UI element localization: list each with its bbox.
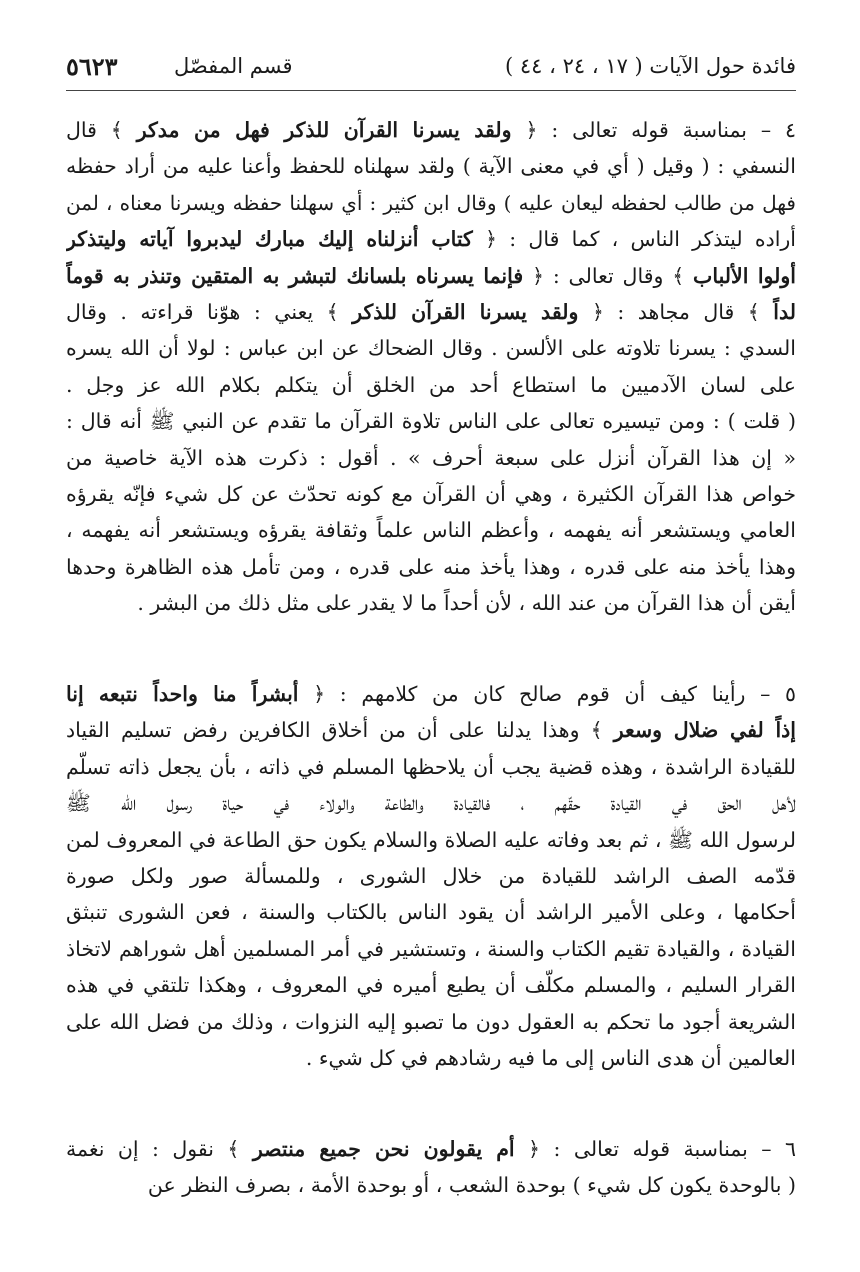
body-text: ( قلت ) : ومن تيسيره تعالى على الناس تلاوة القرآن ما تقدم عن النبي ﷺ أنه قال : (66, 409, 796, 434)
quran-verse-text: ولقد يسرنا القرآن للذكر (352, 299, 579, 324)
text-line (66, 148, 796, 184)
body-text: ٥ – رأينا كيف أن قوم صالح كان من كلامهم : ﴿ (298, 682, 796, 706)
text-line (66, 749, 796, 785)
text-line (66, 476, 796, 512)
text-line (66, 858, 796, 894)
body-text: فهل من طالب لحفظه ليعان عليه ) وقال ابن كثير : أي سهلنا حفظه ويسرنا معناه ، لمن (66, 190, 796, 215)
quran-verse-text: أولوا الألباب (693, 263, 796, 288)
body-text: القيادة ، والقيادة تقيم الكتاب والسنة ، وتستشير في أمر المسلمين أهل شوراهم لاتخاذ (66, 936, 796, 961)
body-text: على لسان الآدميين ما استطاع أحد من الخلق أن يتكلم بكلام الله عز وجل . (66, 372, 796, 397)
text-line (66, 294, 796, 330)
body-text: ( بالوحدة يكون كل شيء ) بوحدة الشعب ، أو بوحدة الأمة ، بصرف النظر عن (147, 1173, 796, 1198)
text-line (66, 894, 796, 930)
quran-verse-text: أم يقولون نحن جميع منتصر (252, 1137, 515, 1161)
text-line (66, 512, 796, 548)
text-line (66, 712, 796, 748)
text-line (66, 1004, 796, 1040)
quran-verse-text: ولقد يسرنا القرآن للذكر فهل من مدكر (136, 118, 512, 142)
page-number: ٥٦٢٣ (66, 52, 118, 81)
body-text: وهذا يأخذ منه على قدره ، وهذا يأخذ منه على قدره ، ومن تأمل هذه الظاهرة وحدها (66, 554, 796, 579)
text-line (66, 785, 796, 821)
text-line (66, 367, 796, 403)
body-text: النسفي : ( وقيل ( أي في معنى الآية ) ولقد سهلناه للحفظ وأعنا عليه من أراد حفظه (66, 154, 796, 179)
body-text: « إن هذا القرآن أنزل على سبعة أحرف » . أقول : ذكرت هذه الآية خاصية من (66, 445, 796, 470)
text-line (66, 221, 796, 257)
body-text: أيقن أن هذا القرآن من عند الله ، لأن أحداً ما لا يقدر على مثل ذلك من البشر . (137, 591, 796, 616)
body-text: أحكامها ، وعلى الأمير الراشد أن يقود الناس بالكتاب والسنة ، فعن الشورى تنبثق (66, 900, 796, 925)
quran-verse-text: لداً (773, 299, 796, 324)
text-line (66, 967, 796, 1003)
body-text: ﴾ وهذا يدلنا على أن من أخلاق الكافرين رفض تسليم القياد (66, 718, 614, 743)
body-text: العامي ويستشعر أنه يفهمه ، وأعظم الناس علماً وثقافة يقرؤه ويستشعر أنه يفهمه ، (66, 518, 796, 543)
text-line (66, 258, 796, 294)
header-title: فائدة حول الآيات ( ١٧ ، ٢٤ ، ٤٤ ) (505, 54, 796, 78)
paragraph-6 (66, 1131, 796, 1204)
body-text: لأهل الحق في القيادة حقّهم ، فالقيادة والطاعة والولاء في حياة رسول الله ﷺ (66, 791, 796, 816)
body-text: للقيادة الراشدة ، وهذه قضية يجب أن يلاحظها المسلم في ذاته ، بأن يجعل ذاته تسلّم (66, 754, 796, 779)
text-line (66, 822, 796, 858)
body-text: السدي : يسرنا تلاوته على الألسن . وقال الضحاك عن ابن عباس : لولا أن الله يسره (66, 336, 796, 361)
text-line (66, 549, 796, 585)
text-line (66, 403, 796, 439)
running-header (66, 52, 796, 90)
text-line (66, 676, 796, 712)
text-line (66, 330, 796, 366)
text-line (66, 1040, 796, 1076)
body-text: ﴾ يعني : هوّنا قراءته . وقال (66, 299, 353, 324)
body-text: ﴾ قال مجاهد : ﴿ (578, 299, 774, 324)
body-text: ﴾ وقال تعالى : ﴿ (523, 263, 694, 288)
quran-verse-text: إذاً لفي ضلال وسعر (613, 718, 796, 743)
text-line (66, 1167, 796, 1203)
body-text: ٦ – بمناسبة قوله تعالى : ﴿ (514, 1137, 796, 1161)
body-text: لرسول الله ﷺ ، ثم بعد وفاته عليه الصلاة والسلام يكون حق الطاعة في المعروف لمن (66, 827, 796, 852)
text-line (66, 931, 796, 967)
paragraph-4 (66, 112, 796, 621)
quran-verse-text: فإنما يسرناه بلسانك لتبشر به المتقين وتنذر به قوماً (66, 263, 524, 288)
quran-verse-text: أبشراً منا واحداً نتبعه إنا (66, 682, 299, 706)
body-text: الشريعة أجود ما تحكم به العقول دون ما تصبو إليه النزوات ، وذلك من فضل الله على (66, 1009, 796, 1034)
body-text: خواص هذا القرآن الكثيرة ، وهي أن القرآن مع كونه تحدّث عن كل شيء فإنّه يقرؤه (66, 481, 796, 506)
header-rule (66, 90, 796, 91)
body-text: قدّمه الصف الراشد للقيادة من خلال الشورى ، وللمسألة صور ولكل صورة (66, 863, 796, 888)
paragraph-5 (66, 676, 796, 1076)
quran-verse-text: كتاب أنزلناه إليك مبارك ليدبروا آياته وليتذكر (66, 227, 473, 252)
body-text: ٤ – بمناسبة قوله تعالى : ﴿ (511, 118, 796, 142)
text-line (66, 585, 796, 621)
header-section: قسم المفصّل (174, 54, 293, 78)
text-line (66, 185, 796, 221)
body-text: العالمين أن هدى الناس إلى ما فيه رشادهم في كل شيء . (305, 1045, 796, 1070)
body-text: القرار السليم ، والمسلم مكلّف أن يطيع أميره في المعروف ، وهكذا تلتقي في هذه (66, 973, 796, 998)
text-line (66, 1131, 796, 1167)
body-text: أراده ليتذكر الناس ، كما قال : ﴿ (472, 227, 796, 252)
body-text: ﴾ نقول : إن نغمة (66, 1137, 253, 1161)
body-text: ﴾ قال (66, 118, 137, 142)
text-line (66, 440, 796, 476)
text-line (66, 112, 796, 148)
